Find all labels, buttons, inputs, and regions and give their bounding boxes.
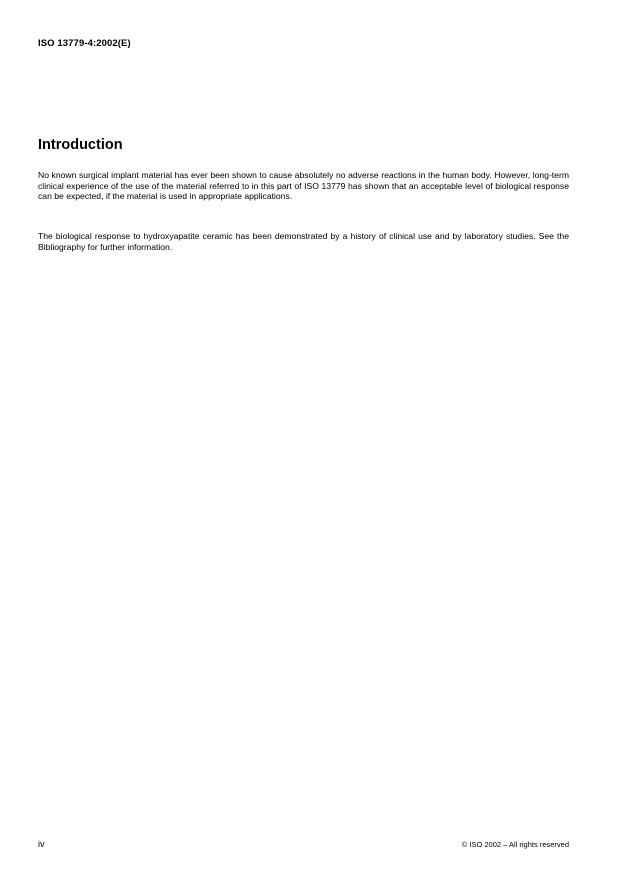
page-number: iv bbox=[38, 839, 45, 849]
intro-paragraph-1: No known surgical implant material has ever been shown to cause absolutely no adverse reactions in the human body. However, long-term clinical experience of the use of the material referred to in this part of ISO 13779 has shown that an acceptable level of biological response can be expected, if the material is used in appropriate applications. bbox=[38, 170, 569, 202]
section-title: Introduction bbox=[38, 137, 123, 153]
intro-paragraph-2: The biological response to hydroxyapatite ceramic has been demonstrated by a history of clinical use and by laboratory studies. See the Bibliography for further information. bbox=[38, 231, 569, 252]
document-id-header: ISO 13779-4:2002(E) bbox=[38, 38, 131, 49]
copyright-notice: © ISO 2002 – All rights reserved bbox=[461, 840, 569, 849]
